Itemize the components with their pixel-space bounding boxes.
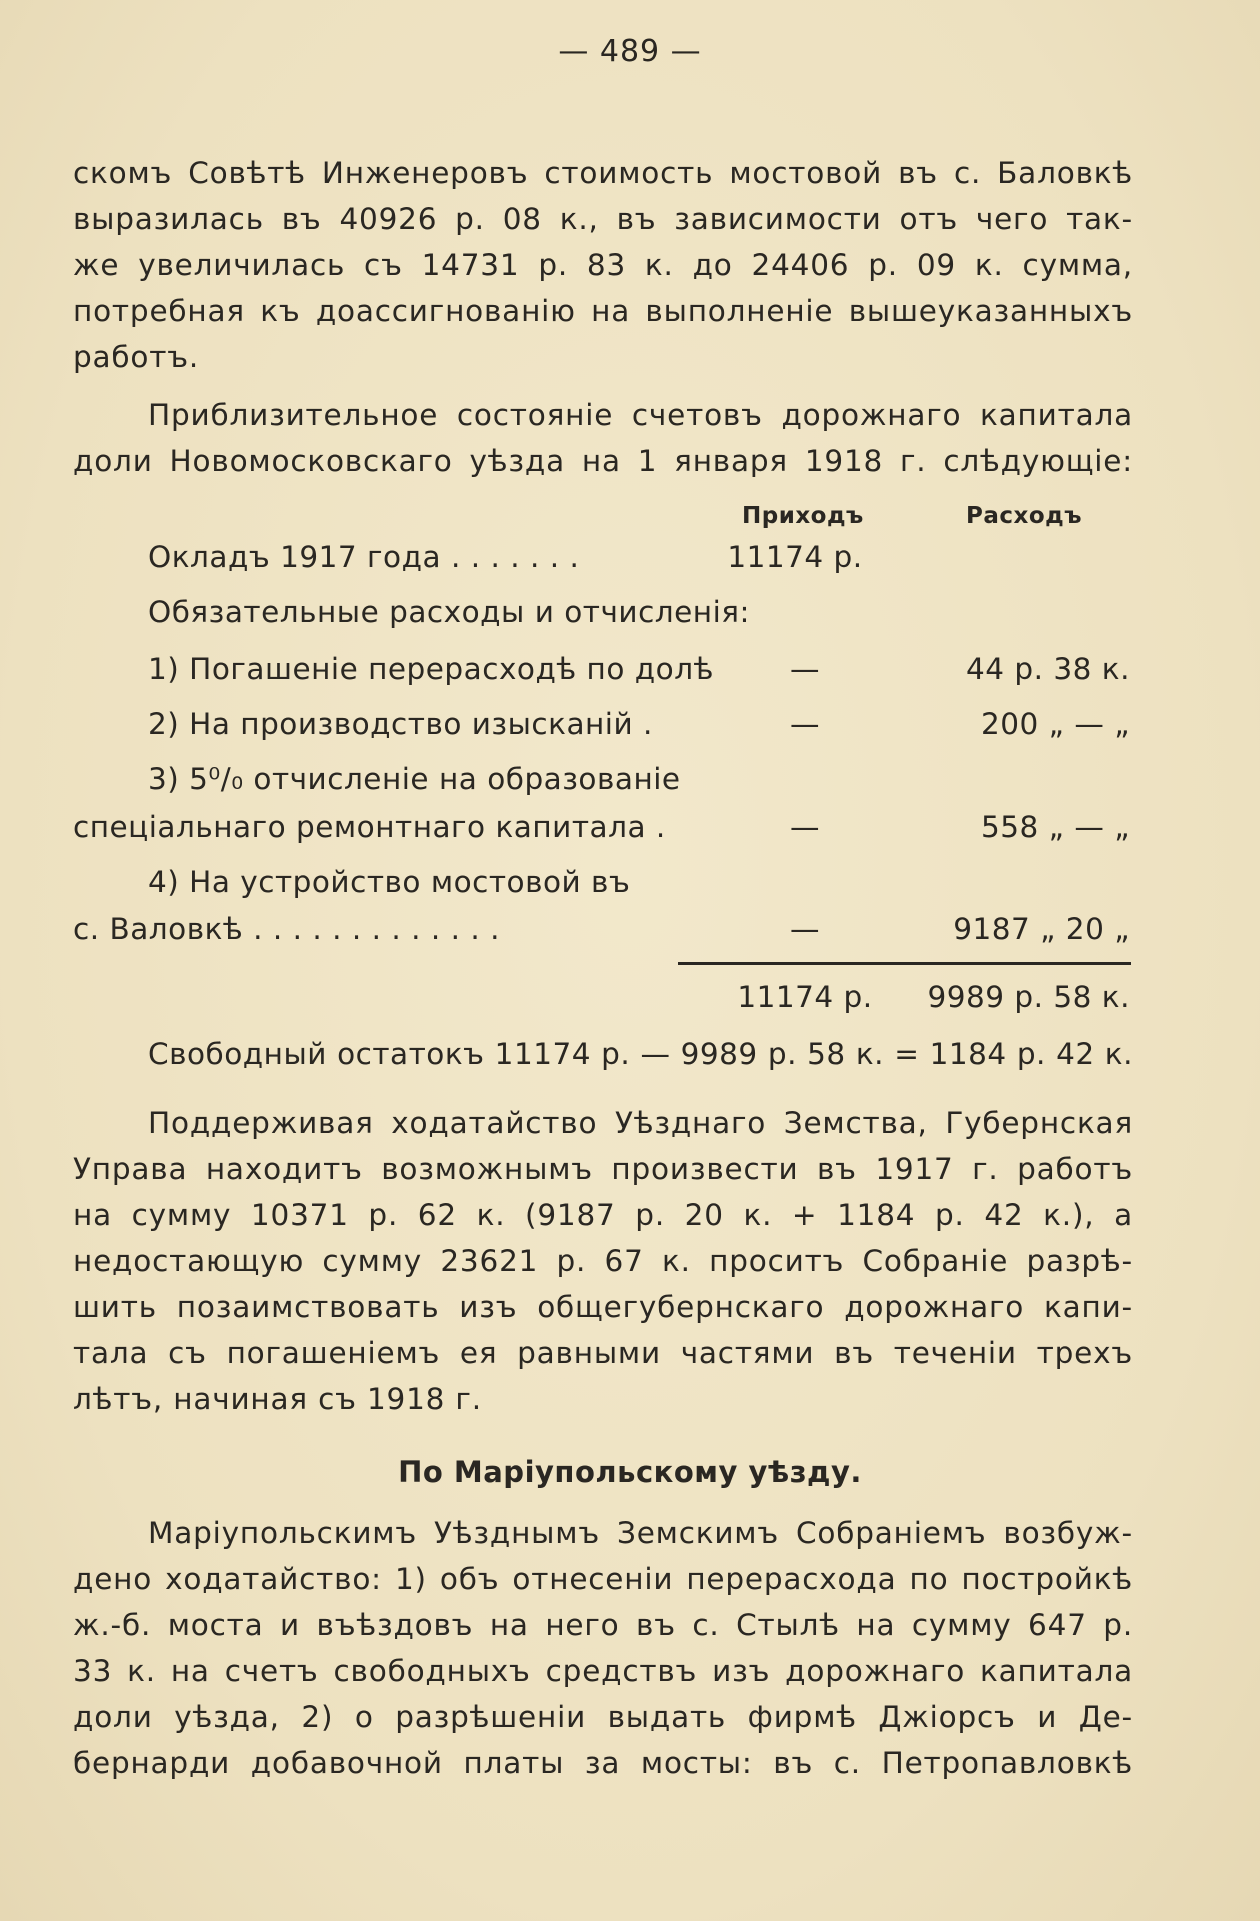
text-line: выразилась въ 40926 р. 08 к., въ зависимости отъ чего так-: [73, 202, 1133, 236]
text-line: Маріупольскимъ Уѣзднымъ Земскимъ Собраніемъ возбуж-: [148, 1516, 1133, 1550]
text-line: Поддерживая ходатайство Уѣзднаго Земства, Губернская: [148, 1106, 1133, 1140]
row-label: с. Валовкѣ . . . . . . . . . . . . .: [73, 912, 501, 946]
row-income: —: [790, 810, 820, 844]
row-label: 2) На производство изысканій .: [148, 707, 653, 741]
total-expense: 9989 р. 58 к.: [927, 980, 1130, 1014]
paragraph-2: [73, 392, 1133, 484]
row-income: —: [790, 912, 820, 946]
text-line: доли Новомосковскаго уѣзда на 1 января 1918 г. слѣдующіе:: [73, 444, 1133, 478]
page-number: — 489 —: [558, 34, 702, 69]
paragraph-3: [73, 1100, 1133, 1422]
row-expense: 44 р. 38 к.: [965, 652, 1130, 686]
row-label: Окладъ 1917 года . . . . . . .: [148, 540, 580, 574]
total-rule: [678, 962, 1131, 965]
row-income: —: [790, 652, 820, 686]
text-line: шить позаимствовать изъ общегубернскаго дорожнаго капи-: [73, 1290, 1133, 1324]
text-line: дено ходатайство: 1) объ отнесеніи перерасхода по постройкѣ: [73, 1562, 1133, 1596]
text-line: 33 к. на счетъ свободныхъ средствъ изъ дорожнаго капитала: [73, 1654, 1133, 1688]
text-line: на сумму 10371 р. 62 к. (9187 р. 20 к. + 1184 р. 42 к.), а: [73, 1198, 1133, 1232]
text-line: Управа находитъ возможнымъ произвести въ 1917 г. работъ: [73, 1152, 1133, 1186]
total-income: 11174 р.: [737, 980, 873, 1014]
row-income: 11174 р.: [727, 540, 863, 574]
row-label: Обязательные расходы и отчисленія:: [148, 595, 750, 629]
row-label: спеціальнаго ремонтнаго капитала .: [73, 810, 666, 844]
expense-header: Расходъ: [966, 503, 1083, 529]
text-line: работъ.: [73, 340, 200, 374]
text-line: скомъ Совѣтѣ Инженеровъ стоимость мостовой въ с. Баловкѣ: [73, 156, 1133, 190]
paragraph-4: [73, 1510, 1133, 1786]
income-header: Приходъ: [742, 503, 864, 529]
text-line: тала съ погашеніемъ ея равными частями въ теченіи трехъ: [73, 1336, 1133, 1370]
text-line: Приблизительное состояніе счетовъ дорожнаго капитала: [148, 398, 1133, 432]
section-heading: По Маріупольскому уѣзду.: [398, 1455, 862, 1489]
row-expense: 200 „ — „: [980, 707, 1130, 741]
row-label: 4) На устройство мостовой въ: [148, 865, 631, 899]
text-line: же увеличилась съ 14731 р. 83 к. до 24406 р. 09 к. сумма,: [73, 248, 1133, 282]
row-label: 1) Погашеніе перерасходѣ по долѣ: [148, 652, 714, 686]
text-line: потребная къ доассигнованію на выполненіе вышеуказанныхъ: [73, 294, 1133, 328]
text-line: ж.-б. моста и въѣздовъ на него въ с. Стылѣ на сумму 647 р.: [73, 1608, 1133, 1642]
text-line: лѣтъ, начиная съ 1918 г.: [73, 1382, 482, 1416]
text-line: недостающую сумму 23621 р. 67 к. проситъ Собраніе разрѣ-: [73, 1244, 1133, 1278]
row-label: 3) 5⁰/₀ отчисленіе на образованіе: [148, 762, 681, 796]
text-line: бернарди добавочной платы за мосты: въ с. Петропавловкѣ: [73, 1746, 1133, 1780]
row-income: —: [790, 707, 820, 741]
balance-line: Свободный остатокъ 11174 р. — 9989 р. 58 к. = 1184 р. 42 к.: [148, 1037, 1133, 1071]
text-line: доли уѣзда, 2) о разрѣшеніи выдать фирмѣ Джіорсъ и Де-: [73, 1700, 1133, 1734]
paragraph-1: [73, 150, 1133, 380]
row-expense: 9187 „ 20 „: [953, 912, 1130, 946]
row-expense: 558 „ — „: [980, 810, 1130, 844]
